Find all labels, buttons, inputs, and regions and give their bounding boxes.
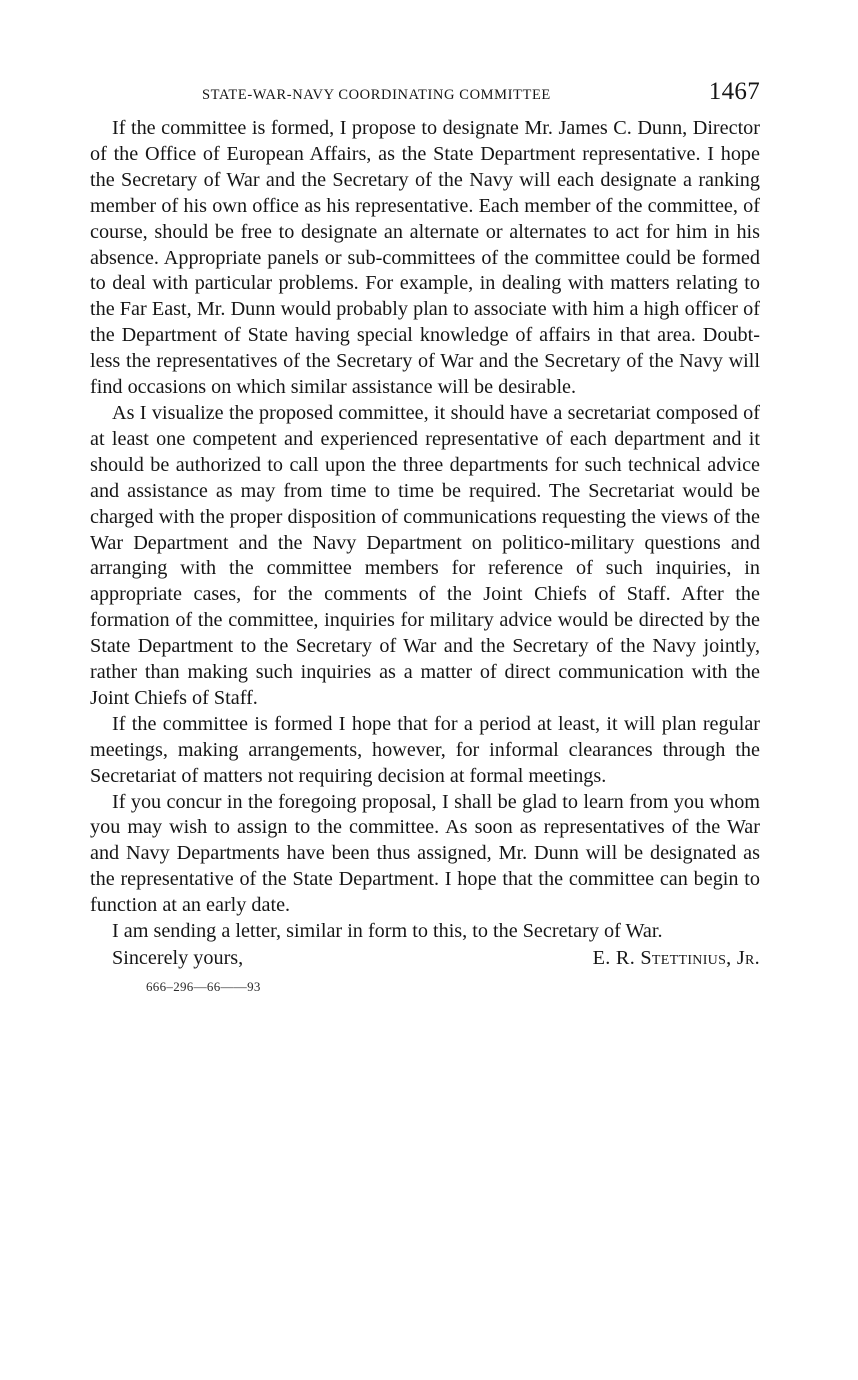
salutation: Sincerely yours, [112,947,244,969]
print-code: 666–296—66——93 [146,979,261,994]
document-page [90,78,760,995]
paragraph-letter-to-war: I am sending a letter, similar in form to this, to the Secretary of War. [112,920,663,943]
running-title: STATE-WAR-NAVY COORDINATING COMMITTEE [202,87,551,103]
closing-line [90,945,760,971]
paragraph-secretariat: As I visualize the proposed committee, it should have a secretariat composed of at least one competent and experienced representative of each department and it should be authorized to call upon the three departments for such technical advice and assistance as may from time to time be required. The Secretariat would be charged with the proper disposition of communications requesting the views of the War Department and the Navy Department on politico-military questions and arranging with the committee members for reference of such inquiries, in appropriate cases, for the comments of the Joint Chiefs of Staff. After the formation of the committee, inquiries for military advice would be directed by the State Department to the Secretary of War and the Secretary of the Navy jointly, rather than making such inquiries as a matter of direct communication with the Joint Chiefs of Staff. [90,401,760,709]
signature: E. R. Stettinius, Jr. [592,947,760,969]
page-number: 1467 [708,78,760,105]
paragraph-concurrence: If you concur in the foregoing proposal, I shall be glad to learn from you whom you may wish to assign to the committee. As soon as representatives of the War and Navy Departments have been thus assigned, Mr. Dunn will be designated as the representative of the State Department. I hope that the committee can begin to function at an early date. [90,790,760,917]
letter-body [90,116,760,945]
paragraph-committee-formation: If the committee is formed, I propose to designate Mr. James C. Dunn, Director of the Office of European Affairs, as the State Department representative. I hope the Secretary of War and the Secretary of the Navy will each designate a ranking member of his own office as his representative. Each member of the committee, of course, should be free to designate an alternate or alternates to act for him in his absence. Appropriate panels or sub-committees of the committee could be formed to deal with particular problems. For example, in dealing with matters relating to the Far East, Mr. Dunn would probably plan to associate with him a high officer of the Department of State having special knowledge of affairs in that area. Doubtless the representatives of the Secretary of War and the Secretary of the Navy will find occasions on which similar assistance will be desirable. [90,117,760,399]
paragraph-regular-meetings: If the committee is formed I hope that for a period at least, it will plan regular meetings, making arrangements, however, for informal clearances through the Secretariat of matters not requiring decision at formal meetings. [90,712,760,787]
running-head [90,78,760,112]
